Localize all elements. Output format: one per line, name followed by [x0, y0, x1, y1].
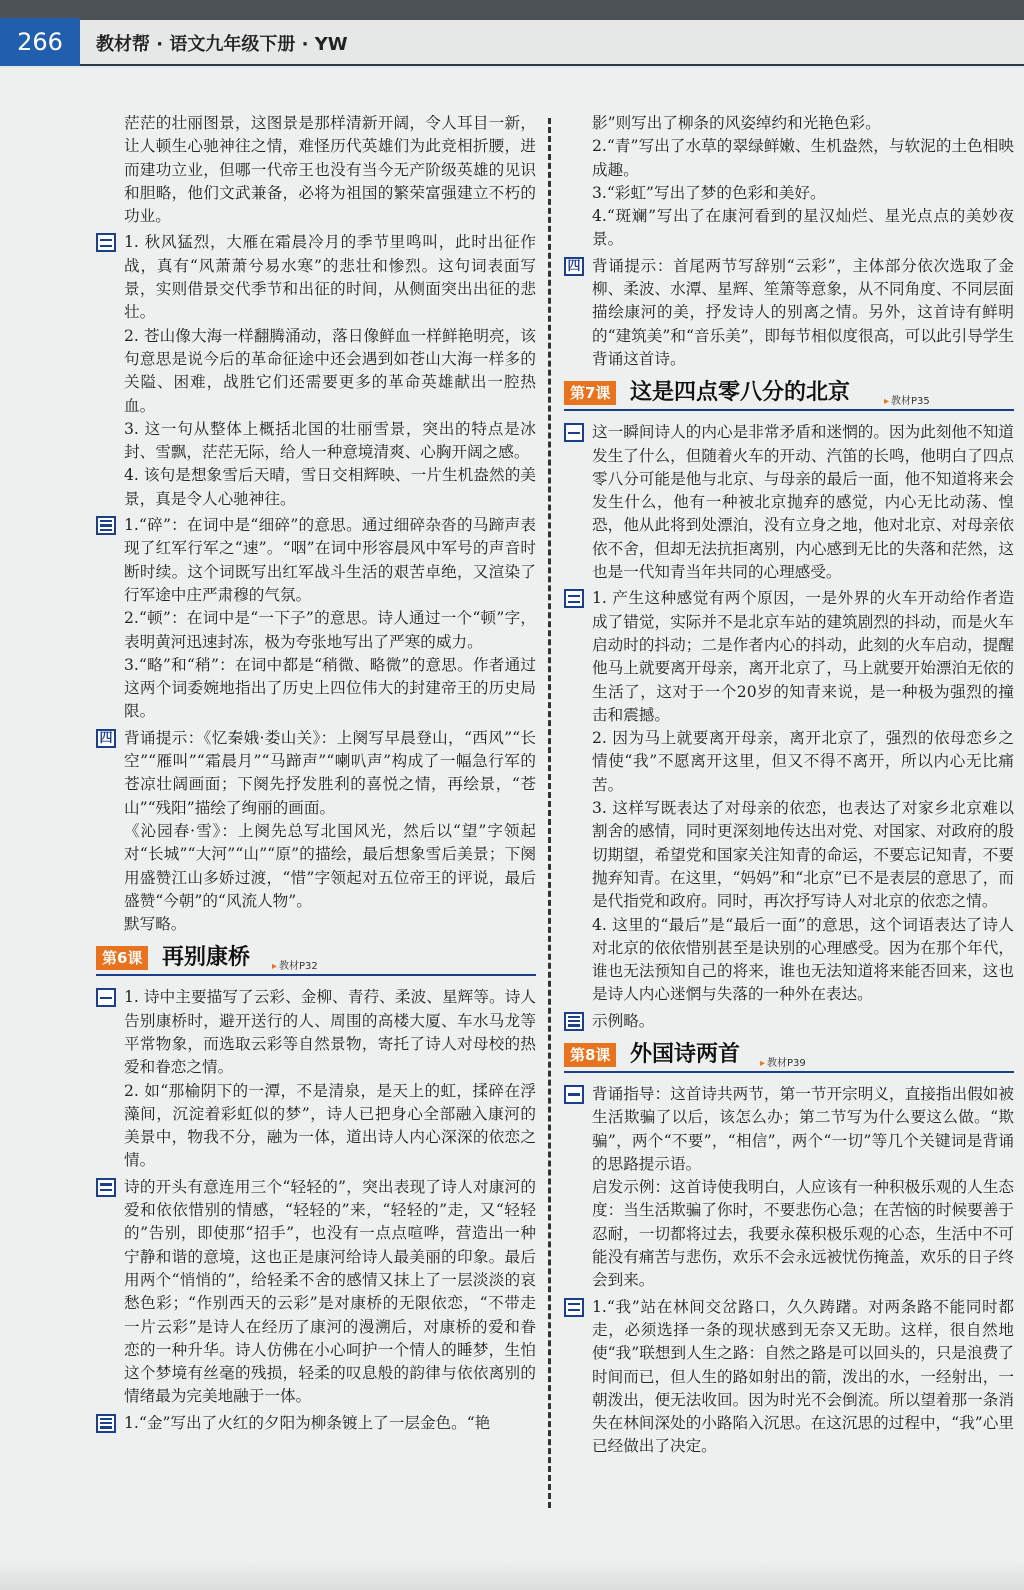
section-marker-two-icon	[564, 589, 584, 608]
lesson-title: 这是四点零八分的北京	[630, 380, 851, 406]
lesson-title: 外国诗两首	[630, 1041, 741, 1067]
answer-paragraph: 默写略。	[124, 915, 187, 934]
answer-paragraph: 1.“碎”：在词中是“细碎”的意思。通过细碎杂沓的马蹄声表现了红军行军之“速”。“咽”在词中形容晨风中军号的声音时断时续。这个词既写出红军战斗生活的艰苦卓绝，又渲染了行军途中庄严肃穆的气氛。	[124, 516, 536, 604]
header-divider	[80, 64, 1024, 66]
answer-paragraph: 4.“斑斓”写出了在康河看到的星汉灿烂、星光点点的美妙夜景。	[592, 207, 1014, 249]
answer-paragraph: 1. 产生这种感觉有两个原因，一是外界的火车开动给作者造成了错觉，实际并不是北京车站的建筑剧烈的抖动，而是火车启动时的抖动；二是作者内心的抖动，此刻的火车启动，提醒他马上就要离开母亲，离开北京了，马上就要开始漂泊无依的生活了，这对于一个20岁的知青来说，是一种极为强烈的撞击和震撼。	[592, 589, 1014, 724]
answer-paragraph: 3. 这样写既表达了对母亲的依恋，也表达了对家乡北京难以割舍的感情，同时更深刻地传达出对党、对国家、对政府的殷切期望，希望党和国家关注知青的命运，不要忘记知青，不要抛弃知青。在这里，“妈妈”和“北京”已不是表层的意思了，而是代指党和政府。同时，再次抒写诗人对北京的依恋之情。	[592, 799, 1014, 911]
answer-block-3	[96, 1412, 536, 1435]
answer-paragraph: 示例略。	[592, 1011, 655, 1030]
section-marker-three-icon	[564, 1012, 584, 1031]
answer-paragraph: 1. 诗中主要描写了云彩、金柳、青荇、柔波、星辉等。诗人告别康桥时，避开送行的人、周围的高楼大厦、车水马龙等平常物象，而选取云彩等自然景物，寄托了诗人对母校的热爱和眷恋之情。	[124, 988, 536, 1077]
page-bottom-edge	[0, 1560, 1024, 1590]
answer-paragraph: 1.“金”写出了火红的夕阳为柳条镀上了一层金色。“艳	[124, 1413, 491, 1432]
answer-block-2	[96, 231, 536, 511]
answer-paragraph: 2. 因为马上就要离开母亲，离开北京了，强烈的依母恋乡之情使“我”不愿离开这里，但又不得不离开，所以内心无比痛苦。	[592, 729, 1014, 794]
page-number: 266	[0, 18, 80, 66]
section-marker-three-icon	[96, 516, 116, 535]
answer-paragraph: 1.“我”站在林间交岔路口，久久踌躇。对两条路不能同时都走，必须选择一条的现状感到无奈又无助。这样，很自然地使“我”联想到人生之路：自然之路是可以回头的，只是浪费了时间而已，但人生的路如射出的箭，泼出的水，一经射出，一朝泼出，便无法收回。因为时光不会倒流。所以望着那一条消失在林间深处的小路陷入沉思。在这沉思的过程中，“我”心里已经做出了决定。	[592, 1297, 1014, 1456]
answer-paragraph: 2.“顿”：在词中是“一下子”的意思。诗人通过一个“顿”字，表明黄河迅速封冻，极为夸张地写出了严寒的威力。	[124, 609, 536, 651]
answer-block-3	[564, 1010, 1014, 1033]
answer-block-3	[96, 514, 536, 724]
right-column	[564, 112, 1014, 1459]
answer-paragraph: 3. 这一句从整体上概括北国的壮丽雪景，突出的特点是冰封、雪飘，茫茫无际，给人一种意境清爽、心胸开阔之感。	[124, 419, 536, 462]
answer-paragraph: 背诵提示：首尾两节写辞别“云彩”，主体部分依次选取了金柳、柔波、水潭、星辉、笙箫等意象，从不同角度、不同层面描绘康河的美，抒发诗人的别离之情。另外，这首诗有鲜明的“建筑美”和“音乐美”，即每节相似度很高，可以此引导学生背诵这首诗。	[592, 256, 1014, 368]
answer-paragraph: 诗的开头有意连用三个“轻轻的”，突出表现了诗人对康河的爱和依依惜别的情感，“轻轻的”来，“轻轻的”走，又“轻轻的”告别，即使那“招手”，也没有一点点喧哗，营造出一种宁静和谐的意境，这也正是康河给诗人最美丽的印象。最后用两个“悄悄的”，给轻柔不舍的感情又抹上了一层淡淡的哀愁色彩；“作别西天的云彩”是对康桥的无限依恋，“不带走一片云彩”是诗人在经历了康河的漫溯后，对康桥的爱和眷恋的一种升华。诗人仿佛在小心呵护一个情人的睡梦，生怕这个梦境有丝毫的残损，轻柔的叹息般的韵律与依依离别的情绪最为完美地融于一体。	[124, 1177, 536, 1406]
lesson-heading-7	[564, 379, 1014, 411]
answer-paragraph: 《沁园春·雪》：上阕先总写北国风光，然后以“望”字领起对“长城”“大河”“山”“原”的描绘，最后想象雪后美景；下阕用盛赞江山多娇过渡，“惜”字领起对五位帝王的评说，最后盛赞“今朝”的“风流人物”。	[124, 821, 536, 910]
lesson-heading-6	[96, 944, 536, 976]
answer-block-4	[564, 255, 1014, 371]
textbook-page-ref: ▸ 教材P32	[272, 957, 318, 972]
answer-paragraph: 茫茫的壮丽图景，这图景是那样清新开阔，令人耳目一新，让人顿生心驰神往之情，难怪历代英雄们为此竞相折腰，进而建功立业，但哪一代帝王也没有当今无产阶级英雄的见识和胆略，他们文武兼备，必将为祖国的繁荣富强建立不朽的功业。	[124, 114, 536, 226]
answer-paragraph: 2.“青”写出了水草的翠绿鲜嫩、生机盎然，与软泥的土色相映成趣。	[592, 137, 1014, 179]
page-header	[0, 0, 1024, 68]
left-column	[96, 112, 536, 1435]
section-marker-one-icon	[564, 1085, 584, 1104]
answer-paragraph: 这一瞬间诗人的内心是非常矛盾和迷惘的。因为此刻他不知道发生了什么，但随着火车的开动、汽笛的长鸣，他明白了四点零八分可能是他与北京、与母亲的最后一面，他不知道将来会发生什么，他有一种被北京抛弃的感觉，内心无比动荡、惶恐，他从此将到处漂泊，没有立身之地，他对北京、对母亲依依不舍，但却无法抗拒离别，内心感到无比的失落和茫然，这也是一代知青当年共同的心理感受。	[592, 423, 1014, 582]
section-marker-three-icon	[96, 1414, 116, 1433]
answer-paragraph: 1. 秋风猛烈，大雁在霜晨冷月的季节里鸣叫，此时出征作战，真有“风萧萧兮易水寒”的悲壮和惨烈。这句词表面写景，实则借景交代季节和出征的时间，从侧面突出出征的悲壮。	[124, 233, 536, 322]
answer-paragraph: 2. 苍山像大海一样翻腾涌动，落日像鲜血一样鲜艳明亮，该句意思是说今后的革命征途中还会遇到如苍山大海一样多的关隘、困难，战胜它们还需要更多的革命英雄献出一腔热血。	[124, 326, 536, 415]
section-marker-one-icon	[96, 988, 116, 1007]
answer-block-1	[96, 986, 536, 1172]
lesson-badge: 第7课	[564, 381, 616, 405]
answer-block-2	[96, 1176, 536, 1409]
section-marker-two-icon	[96, 1178, 116, 1197]
answer-paragraph: 3.“彩虹”写出了梦的色彩和美好。	[592, 183, 826, 202]
lesson-title: 再别康桥	[162, 945, 251, 971]
answer-paragraph: 启发示例：这首诗使我明白，人应该有一种积极乐观的人生态度：当生活欺骗了你时，不要悲伤心急；在苦恼的时候要善于忍耐，一切都将过去，我要永葆积极乐观的心态，生活中不可能没有痛苦与悲伤，欢乐不会永远被忧伤掩盖，欢乐的日子终会到来。	[592, 1178, 1014, 1290]
section-marker-two-icon	[96, 233, 116, 252]
column-divider	[548, 118, 551, 1508]
answer-block-1	[564, 1083, 1014, 1293]
textbook-page-ref: ▸ 教材P39	[760, 1054, 806, 1069]
answer-paragraph: 4. 这里的“最后”是“最后一面”的意思，这个词语表达了诗人对北京的依依惜别甚至是诀别的心理感受。因为在那个年代，谁也无法预知自己的将来，谁也无法知道将来能否回来，这也是诗人内心迷惘与失落的一种外在表达。	[592, 915, 1014, 1004]
answer-paragraph: 影”则写出了柳条的风姿绰约和光艳色彩。	[592, 114, 881, 132]
answer-block-2	[564, 587, 1014, 1006]
book-title: 教材帮 · 语文九年级下册 · YW	[96, 34, 348, 55]
lesson-badge: 第8课	[564, 1043, 616, 1067]
section-marker-four-icon: 四	[564, 257, 584, 276]
answer-paragraph: 背诵提示：《忆秦娥·娄山关》：上阕写早晨登山，“西风”“长空”“雁叫”“霜晨月”“马蹄声”“喇叭声”构成了一幅急行军的苍凉壮阔画面；下阕先抒发胜利的喜悦之情，再绘景，“苍山”“残阳”描绘了绚丽的画面。	[124, 728, 536, 817]
lesson-heading-8	[564, 1041, 1014, 1073]
answer-paragraph: 背诵指导：这首诗共两节，第一节开宗明义，直接指出假如被生活欺骗了以后，该怎么办；第二节写为什么要这么做。“欺骗”，两个“不要”，“相信”，两个“一切”等几个关键词是背诵的思路提示语。	[592, 1084, 1014, 1173]
section-marker-four-icon: 四	[96, 729, 116, 748]
answer-paragraph: 2. 如“那榆阴下的一潭，不是清泉，是天上的虹，揉碎在浮藻间，沉淀着彩虹似的梦”，诗人已把身心全部融入康河的美景中，物我不分，融为一体，道出诗人内心深深的依恋之情。	[124, 1081, 536, 1170]
lesson-badge: 第6课	[96, 946, 148, 970]
answer-block-4	[96, 727, 536, 937]
answer-paragraph: 3.“略”和“稍”：在词中都是“稍微、略微”的意思。作者通过这两个词委婉地指出了历史上四位伟大的封建帝王的历史局限。	[124, 655, 536, 721]
section-marker-one-icon	[564, 423, 584, 442]
answer-block-1	[564, 421, 1014, 584]
answer-block-2	[564, 1296, 1014, 1459]
textbook-page-ref: ▸ 教材P35	[884, 392, 930, 407]
header-top-bar	[0, 0, 1024, 20]
section-marker-two-icon	[564, 1298, 584, 1317]
answer-paragraph: 4. 该句是想象雪后天晴，雪日交相辉映、一片生机盎然的美景，真是令人心驰神往。	[124, 466, 536, 508]
